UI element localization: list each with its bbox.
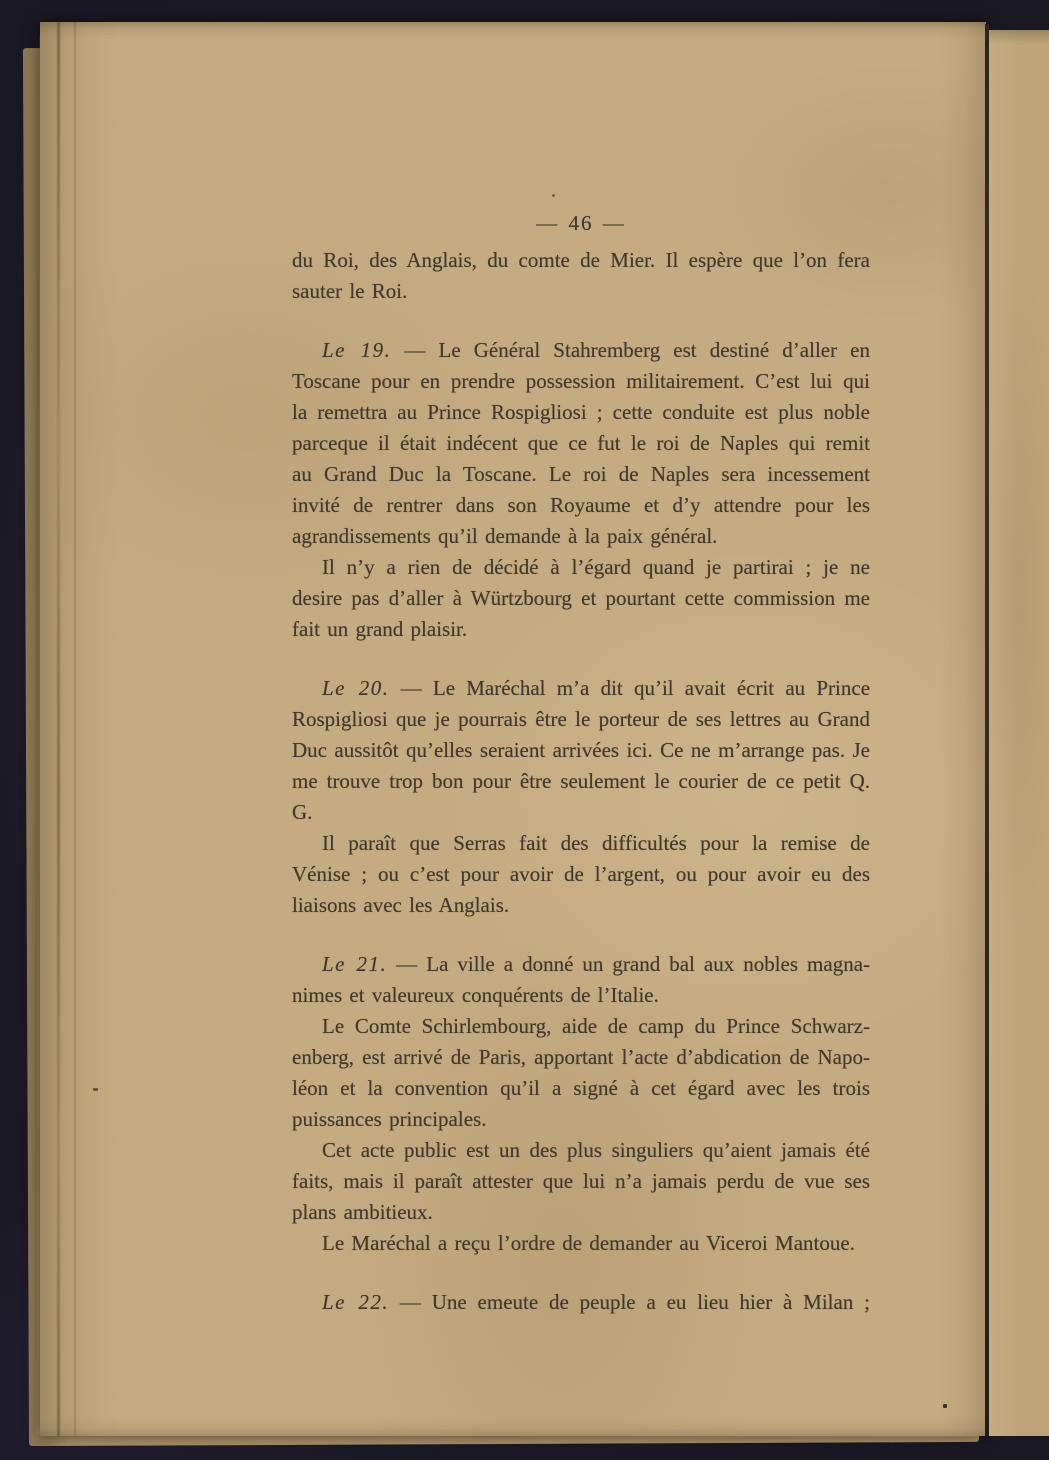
entry-date-lead: Le 19.: [322, 338, 392, 362]
text-line: au Grand Duc la Toscane. Le roi de Naples sera incessement: [292, 462, 870, 486]
deckle-edge: [74, 22, 76, 1436]
page-number: — 46 —: [536, 211, 626, 235]
text-line: sauter le Roi.: [292, 279, 408, 303]
text-line: nimes et valeureux conquérents de l’Italie.: [292, 983, 659, 1007]
book-page: [40, 22, 986, 1436]
paragraph: [292, 1135, 870, 1228]
text-line: Vénise ; ou c’est pour avoir de l’argent, ou pour avoir eu des: [292, 862, 870, 886]
text-line: desire pas d’aller à Würtzbourg et pourtant cette commission me: [292, 586, 870, 610]
text-line: du Roi, des Anglais, du comte de Mier. Il espère que l’on fera: [292, 248, 870, 272]
paragraph: [292, 552, 870, 645]
page-text-block: [292, 208, 870, 1318]
paper-speck: [552, 194, 555, 197]
paper-speck: [93, 1088, 98, 1091]
text-line: Le 19. — Le Général Stahremberg est destiné d’aller en: [322, 338, 871, 362]
text-line: liaisons avec les Anglais.: [292, 893, 510, 917]
paragraph: [292, 1228, 870, 1259]
text-line: Le Maréchal a reçu l’ordre de demander au Viceroi Mantoue.: [322, 1231, 855, 1255]
text-line: Le 21. — La ville a donné un grand bal aux nobles magna-: [322, 952, 871, 976]
paragraph: [292, 1011, 870, 1135]
text-line: Il n’y a rien de décidé à l’égard quand je partirai ; je ne: [322, 555, 870, 579]
next-page-edge: [989, 30, 1049, 1436]
text-line: Rospigliosi que je pourrais être le porteur de ses lettres au Grand: [292, 707, 870, 731]
deckle-edge: [57, 22, 60, 1436]
text-line: fait un grand plaisir.: [292, 617, 468, 641]
text-line: puissances principales.: [292, 1107, 487, 1131]
text-line: la remettra au Prince Rospigliosi ; cette conduite est plus noble: [292, 400, 870, 424]
paragraph: [292, 828, 870, 921]
text-line: enberg, est arrivé de Paris, apportant l’acte d’abdication de Napo-: [292, 1045, 870, 1069]
paragraph: [292, 673, 870, 828]
text-line: Toscane pour en prendre possession militairement. C’est lui qui: [292, 369, 870, 393]
text-line: Duc aussitôt qu’elles seraient arrivées ici. Ce ne m’arrange pas. Je: [292, 738, 870, 762]
entry-date-lead: Le 21.: [322, 952, 388, 976]
text-line: plans ambitieux.: [292, 1200, 433, 1224]
page-body-text: [292, 245, 870, 1318]
text-line: Le 20. — Le Maréchal m’a dit qu’il avait écrit au Prince: [322, 676, 871, 700]
text-line: Cet acte public est un des plus singuliers qu’aient jamais été: [322, 1138, 870, 1162]
text-line: parceque il était indécent que ce fut le roi de Naples qui remit: [292, 431, 870, 455]
text-line: Le 22. — Une emeute de peuple a eu lieu hier à Milan ;: [322, 1290, 870, 1314]
text-line: Le Comte Schirlembourg, aide de camp du Prince Schwarz-: [322, 1014, 870, 1038]
paragraph: [292, 245, 870, 307]
text-line: Il paraît que Serras fait des difficultés pour la remise de: [322, 831, 870, 855]
entry-date-lead: Le 20.: [322, 676, 390, 700]
paragraph: [292, 1287, 870, 1318]
text-line: faits, mais il paraît attester que lui n’a jamais perdu de vue ses: [292, 1169, 870, 1193]
text-line: me trouve trop bon pour être seulement le courier de ce petit Q. G.: [292, 769, 870, 824]
text-line: invité de rentrer dans son Royaume et d’y attendre pour les: [292, 493, 870, 517]
entry-date-lead: Le 22.: [322, 1290, 390, 1314]
paragraph: [292, 335, 870, 552]
paragraph: [292, 949, 870, 1011]
paper-speck: [943, 1404, 947, 1408]
text-line: agrandissements qu’il demande à la paix général.: [292, 524, 718, 548]
text-line: léon et la convention qu’il a signé à cet égard avec les trois: [292, 1076, 870, 1100]
